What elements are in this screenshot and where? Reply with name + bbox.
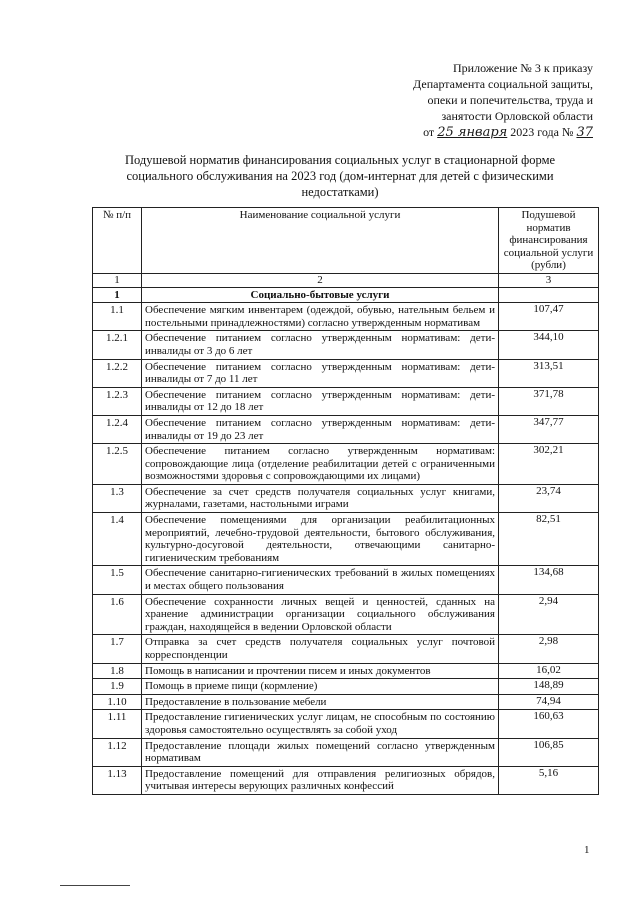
section-num: 1 xyxy=(93,287,142,303)
attachment-line-2: Департамента социальной защиты, xyxy=(413,77,593,91)
table-row xyxy=(93,635,599,663)
row-num: 1.2.2 xyxy=(93,359,142,387)
row-value: 16,02 xyxy=(499,663,599,679)
row-num: 1.7 xyxy=(93,635,142,663)
header-name: Наименование социальной услуги xyxy=(142,208,499,274)
number-handwritten: 37 xyxy=(576,125,593,140)
row-num: 1.1 xyxy=(93,303,142,331)
row-value: 302,21 xyxy=(499,444,599,485)
row-name: Обеспечение помещениями для организации реабилитационных мероприятий, лечебно-трудовой деятельности, бытового обслуживания, культурно-досуговой деятельности, отвечающими санитарно-гигиеническим требованиям xyxy=(142,513,499,566)
table-row xyxy=(93,444,599,485)
table-row xyxy=(93,766,599,794)
row-name: Обеспечение санитарно-гигиенических требований в жилых помещениях и местах общего пользования xyxy=(142,566,499,594)
row-num: 1.3 xyxy=(93,484,142,512)
row-value: 313,51 xyxy=(499,359,599,387)
row-num: 1.4 xyxy=(93,513,142,566)
row-value: 23,74 xyxy=(499,484,599,512)
row-num: 1.11 xyxy=(93,710,142,738)
row-name: Предоставление помещений для отправления религиозных обрядов, учитывая интересы верующих различных конфессий xyxy=(142,766,499,794)
row-num: 1.5 xyxy=(93,566,142,594)
table-row xyxy=(93,663,599,679)
row-name: Предоставление площади жилых помещений согласно утвержденным нормативам xyxy=(142,738,499,766)
table-header-row xyxy=(93,208,599,274)
table-row xyxy=(93,359,599,387)
date-handwritten: 25 января xyxy=(437,125,508,140)
row-name: Обеспечение сохранности личных вещей и ценностей, сданных на хранение администрации организации социального обслуживания граждан, находящейся в ведении Орловской области xyxy=(142,594,499,635)
row-value: 344,10 xyxy=(499,331,599,359)
row-value: 160,63 xyxy=(499,710,599,738)
row-value: 2,94 xyxy=(499,594,599,635)
attachment-line-4: занятости Орловской области xyxy=(441,109,593,123)
section-value-empty xyxy=(499,287,599,303)
col-number-2: 2 xyxy=(142,273,499,287)
row-value: 148,89 xyxy=(499,679,599,695)
row-num: 1.2.1 xyxy=(93,331,142,359)
row-num: 1.13 xyxy=(93,766,142,794)
row-value: 134,68 xyxy=(499,566,599,594)
row-name: Обеспечение за счет средств получателя социальных услуг книгами, журналами, газетами, настольными играми xyxy=(142,484,499,512)
date-suffix: 2023 года № xyxy=(510,125,574,139)
attachment-header xyxy=(378,60,593,141)
row-name: Обеспечение питанием согласно утвержденным нормативам: дети-инвалиды от 12 до 18 лет xyxy=(142,387,499,415)
table-row xyxy=(93,679,599,695)
row-num: 1.8 xyxy=(93,663,142,679)
table-row xyxy=(93,415,599,443)
row-num: 1.2.5 xyxy=(93,444,142,485)
row-name: Помощь в приеме пищи (кормление) xyxy=(142,679,499,695)
attachment-line-1: Приложение № 3 к приказу xyxy=(453,61,593,75)
row-name: Предоставление в пользование мебели xyxy=(142,694,499,710)
footer-rule xyxy=(60,885,130,886)
table-row xyxy=(93,387,599,415)
attachment-line-3: опеки и попечительства, труда и xyxy=(427,93,593,107)
services-table xyxy=(92,207,599,795)
header-value: Подушевой норматив финансирования социальной услуги (рубли) xyxy=(499,208,599,274)
row-name: Предоставление гигиенических услуг лицам, не способным по состоянию здоровья самостоятельно осуществлять за собой уход xyxy=(142,710,499,738)
section-row xyxy=(93,287,599,303)
row-name: Отправка за счет средств получателя социальных услуг почтовой корреспонденции xyxy=(142,635,499,663)
row-value: 371,78 xyxy=(499,387,599,415)
row-value: 74,94 xyxy=(499,694,599,710)
page-number: 1 xyxy=(584,844,590,856)
row-name: Обеспечение питанием согласно утвержденным нормативам: дети-инвалиды от 3 до 6 лет xyxy=(142,331,499,359)
row-num: 1.2.3 xyxy=(93,387,142,415)
attachment-date-line xyxy=(378,124,593,141)
row-value: 107,47 xyxy=(499,303,599,331)
table-row xyxy=(93,513,599,566)
row-num: 1.9 xyxy=(93,679,142,695)
row-num: 1.2.4 xyxy=(93,415,142,443)
header-num: № п/п xyxy=(93,208,142,274)
table-row xyxy=(93,694,599,710)
row-name: Помощь в написании и прочтении писем и иных документов xyxy=(142,663,499,679)
table-row xyxy=(93,738,599,766)
row-name: Обеспечение мягким инвентарем (одеждой, обувью, нательным бельем и постельными принадлежностями) согласно утвержденным нормативам xyxy=(142,303,499,331)
column-number-row xyxy=(93,273,599,287)
table-row xyxy=(93,331,599,359)
table-row xyxy=(93,303,599,331)
table-row xyxy=(93,594,599,635)
row-name: Обеспечение питанием согласно утвержденным нормативам: сопровождающие лица (отделение реабилитации детей с ограниченными возможностями здоровья с сопровождающими их лицами) xyxy=(142,444,499,485)
row-name: Обеспечение питанием согласно утвержденным нормативам: дети-инвалиды от 19 до 23 лет xyxy=(142,415,499,443)
row-value: 82,51 xyxy=(499,513,599,566)
row-value: 2,98 xyxy=(499,635,599,663)
row-num: 1.6 xyxy=(93,594,142,635)
table-row xyxy=(93,710,599,738)
row-num: 1.12 xyxy=(93,738,142,766)
row-value: 5,16 xyxy=(499,766,599,794)
document-title: Подушевой норматив финансирования социальных услуг в стационарной форме социального обслуживания на 2023 год (дом-интернат для детей с физическими недостатками) xyxy=(124,153,556,199)
col-number-1: 1 xyxy=(93,273,142,287)
col-number-3: 3 xyxy=(499,273,599,287)
row-value: 106,85 xyxy=(499,738,599,766)
table-row xyxy=(93,566,599,594)
row-value: 347,77 xyxy=(499,415,599,443)
section-name: Социально-бытовые услуги xyxy=(142,287,499,303)
date-prefix: от xyxy=(423,125,435,139)
table-row xyxy=(93,484,599,512)
row-name: Обеспечение питанием согласно утвержденным нормативам: дети-инвалиды от 7 до 11 лет xyxy=(142,359,499,387)
row-num: 1.10 xyxy=(93,694,142,710)
